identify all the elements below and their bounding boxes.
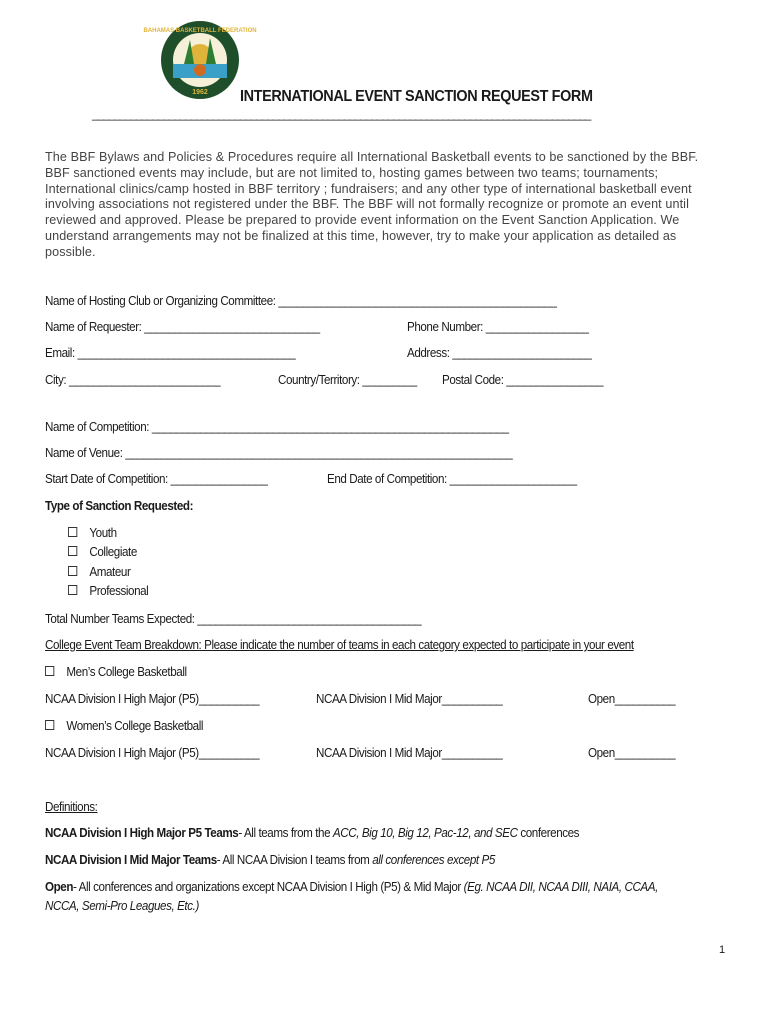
mens-high-major-field[interactable]: NCAA Division I High Major (P5)__________ [45, 692, 260, 706]
definition-text: conferences [517, 826, 580, 840]
federation-logo [143, 18, 257, 103]
venue-field[interactable]: Name of Venue: ________________________________________________________________ [45, 446, 513, 460]
definition-italic: all conferences except P5 [372, 853, 495, 867]
definitions-heading: Definitions: [45, 800, 98, 814]
checkbox-icon[interactable] [68, 527, 77, 537]
address-field[interactable]: Address: _______________________ [407, 346, 592, 360]
checkbox-icon[interactable] [45, 666, 54, 676]
mens-open-field[interactable]: Open__________ [588, 692, 676, 706]
definition-mid-major [45, 853, 495, 867]
intro-line: The BBF Bylaws and Policies & Procedures require all International Basketball events to be sanctioned by the BBF. [45, 150, 699, 164]
logo-year: 1962 [192, 89, 208, 96]
requester-field[interactable]: Name of Requester: _____________________________ [45, 320, 320, 334]
sanction-type-label: Type of Sanction Requested: [45, 499, 194, 513]
competition-name-field[interactable]: Name of Competition: ___________________________________________________________ [45, 420, 509, 434]
hosting-club-field[interactable]: Name of Hosting Club or Organizing Committee: ______________________________________________ [45, 294, 557, 308]
option-label: Collegiate [89, 545, 137, 559]
sanction-option-amateur[interactable] [68, 565, 130, 579]
city-field[interactable]: City: _________________________ [45, 373, 221, 387]
sanction-option-professional[interactable] [68, 584, 148, 598]
checkbox-icon[interactable] [68, 585, 77, 595]
option-label: Men’s College Basketball [66, 665, 187, 679]
womens-open-field[interactable]: Open__________ [588, 746, 676, 760]
team-breakdown-instructions: College Event Team Breakdown: Please indicate the number of teams in each category expected to participate in your event [45, 638, 634, 652]
definition-term: NCAA Division I High Major P5 Teams [45, 826, 239, 840]
total-teams-field[interactable]: Total Number Teams Expected: _____________________________________ [45, 612, 422, 626]
intro-line: understand arrangements may not be finalized at this time, however, try to make your application as detailed as [45, 228, 677, 243]
checkbox-icon[interactable] [45, 720, 54, 730]
intro-line: involving associations not registered under the BBF. The BBF will not formally recognize or promote an event until [45, 197, 689, 212]
option-label: Youth [89, 526, 117, 540]
form-title: INTERNATIONAL EVENT SANCTION REQUEST FORM [240, 88, 593, 105]
womens-high-major-field[interactable]: NCAA Division I High Major (P5)__________ [45, 746, 260, 760]
option-label: Women’s College Basketball [66, 719, 204, 733]
start-date-field[interactable]: Start Date of Competition: ________________ [45, 472, 268, 486]
intro-line: reviewed and approved. Please be prepared to provide event information on the Event Sanction Application. We [45, 213, 680, 228]
definition-text: - All NCAA Division I teams from [216, 853, 373, 867]
page-number: 1 [719, 944, 726, 956]
definition-text: - All conferences and organizations except NCAA Division I High (P5) & Mid Major [73, 880, 464, 894]
womens-college-option[interactable] [45, 719, 203, 733]
option-label: Professional [89, 584, 149, 598]
definition-open [45, 880, 658, 894]
email-field[interactable]: Email: ____________________________________ [45, 346, 296, 360]
definition-term: NCAA Division I Mid Major Teams [45, 853, 217, 867]
definition-italic: ACC, Big 10, Big 12, Pac-12, and SEC [332, 826, 518, 840]
checkbox-icon[interactable] [68, 566, 77, 576]
definition-term: Open [45, 880, 74, 894]
option-label: Amateur [89, 565, 131, 579]
intro-paragraph [45, 150, 735, 261]
end-date-field[interactable]: End Date of Competition: _____________________ [327, 472, 577, 486]
intro-line: International clinics/camp hosted in BBF territory ; fundraisers; and any other type of international basketball event [45, 181, 692, 196]
womens-mid-major-field[interactable]: NCAA Division I Mid Major__________ [316, 746, 503, 760]
definition-open-continued: NCCA, Semi-Pro Leagues, Etc.) [45, 899, 199, 913]
definition-italic: (Eg. NCAA DII, NCAA DIII, NAIA, CCAA, [463, 880, 658, 894]
definition-text: - All teams from the [238, 826, 333, 840]
intro-line: BBF sanctioned events may include, but are not limited to, hosting games between two teams; tournaments; [45, 165, 659, 180]
title-rule: ___________________________________________________________________________________________ [92, 107, 591, 121]
sanction-option-youth[interactable] [68, 526, 117, 540]
logo-top-text: BAHAMAS BASKETBALL FEDERATION [143, 28, 257, 34]
phone-field[interactable]: Phone Number: _________________ [407, 320, 589, 334]
country-field[interactable]: Country/Territory: _________ [278, 373, 417, 387]
intro-line: possible. [45, 244, 96, 259]
postal-code-field[interactable]: Postal Code: ________________ [442, 373, 604, 387]
mens-mid-major-field[interactable]: NCAA Division I Mid Major__________ [316, 692, 503, 706]
sanction-option-collegiate[interactable] [68, 545, 137, 559]
definition-p5 [45, 826, 579, 840]
checkbox-icon[interactable] [68, 546, 77, 556]
mens-college-option[interactable] [45, 665, 187, 679]
